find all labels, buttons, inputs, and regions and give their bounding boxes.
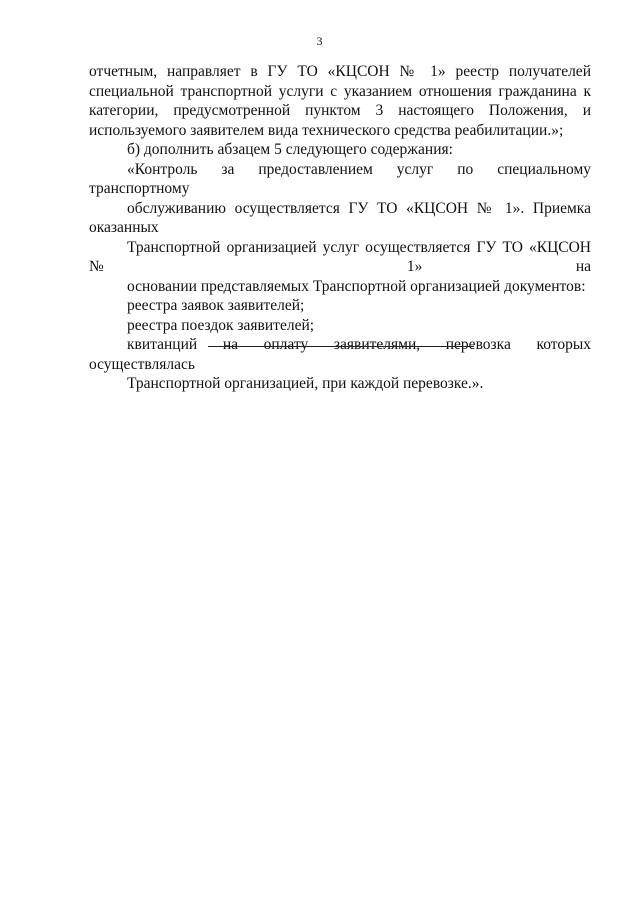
text-line: квитанций на оплату заявителями, перевозка которых осуществлялась bbox=[89, 336, 591, 373]
text-line: отчетным, направляет в ГУ ТО «КЦСОН № 1» реестр получателей bbox=[89, 63, 591, 80]
text-line: реестра заявок заявителей; bbox=[127, 297, 305, 314]
text-line: реестра поездок заявителей; bbox=[127, 316, 315, 334]
list-item-trips-registry bbox=[89, 316, 591, 336]
text-line: «Контроль за предоставлением услуг по специальному транспортному bbox=[89, 160, 591, 197]
text-line: категории, предусмотренной пунктом 3 настоящего Положения, и bbox=[89, 102, 591, 119]
text-line: Транспортной организацией услуг осуществляется ГУ ТО «КЦСОН № 1» на bbox=[89, 238, 591, 275]
text-line: Транспортной организацией, при каждой перевозке.». bbox=[127, 375, 484, 392]
page-number: 3 bbox=[316, 34, 323, 48]
paragraph-control-clause bbox=[89, 160, 591, 297]
paragraph-amendment-b bbox=[89, 140, 591, 160]
text-line: специальной транспортной услуги с указанием отношения гражданина к bbox=[89, 82, 591, 100]
paragraph-continuation bbox=[89, 62, 591, 140]
list-item-requests-registry bbox=[89, 296, 591, 316]
text-line: б) дополнить абзацем 5 следующего содержания: bbox=[127, 141, 453, 158]
end-of-document-rule bbox=[208, 346, 474, 347]
text-line: обслуживанию осуществляется ГУ ТО «КЦСОН № 1». Приемка оказанных bbox=[89, 199, 591, 236]
list-item-payment-receipts bbox=[89, 335, 591, 394]
document-body bbox=[89, 62, 591, 394]
text-line: используемого заявителем вида технического средства реабилитации.»; bbox=[89, 121, 564, 139]
text-line: основании представляемых Транспортной организацией документов: bbox=[127, 277, 586, 295]
